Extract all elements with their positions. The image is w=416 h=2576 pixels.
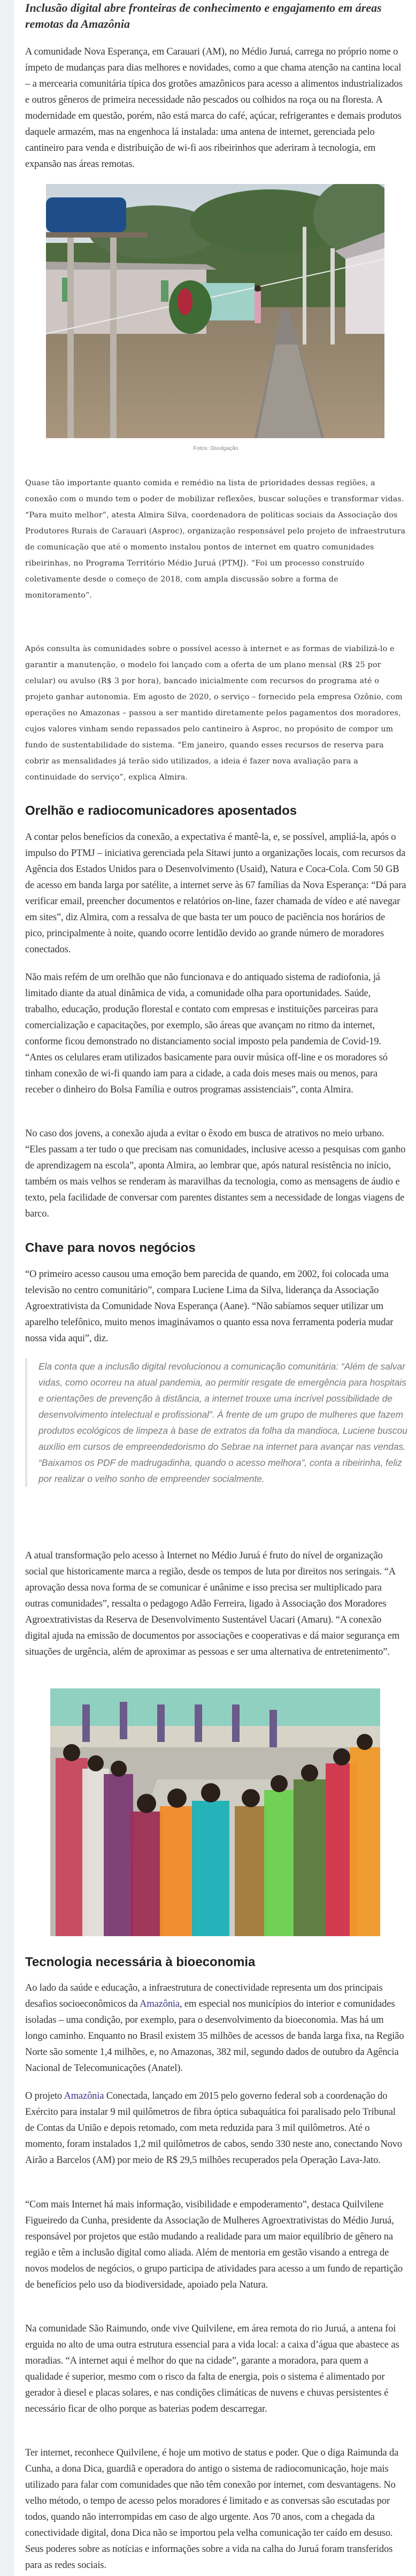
- paragraph-youth: No caso dos jovens, a conexão ajuda a evitar o êxodo em busca de atrativos no meio urbano. “Eles passam a ter tudo o que precisam nas comunidades, inclusive acesso a pesquisas com ganho de aprendizagem na escola”, aponta Almira, ao lembrar que, após natural resistência no início, também os mais velhos se renderam às maravilhas da tecnologia, como as mensagens de áudio e texto, pela facilidade de conversar com parentes distantes sem a necessidade de longas viagens de barco.: [25, 1128, 406, 1219]
- photo-riverside-community-image: [46, 184, 384, 438]
- pull-quote: Ela conta que a inclusão digital revolucionou a comunicação comunitária: “Além de salvar vidas, como ocorreu na atual pandemia, ao permitir resgate de emergência para hospitais e orientações de prevenção à distância, a internet trouxe uma incrível possibilidade de desenvolvimento intelectual e profissional”. À frente de um grupo de mulheres que fazem produtos ecológicos de limpeza à base de extratos da folha da mandioca, Luciene buscou auxílio em cursos de empreendedorismo do Sebrae na internet para avançar nas vendas. “Baixamos os PDF de madrugadinha, quando o acesso melhora”, conta a ribeirinha, feliz por realizar o velho sonho de empreender socialmente.: [25, 1358, 407, 1487]
- paragraph-text: Ao lado da saúde e educação, a infraestrutura de conectividade representa um dos principais desafios socioeconômicos da: [25, 1983, 383, 2009]
- paragraph-expectations: A contar pelos benefícios da conexão, a expectativa é mantê-la, e, se possível, ampliá-la, após o impulso do PTMJ – iniciativa gerenciada pela Sitawi junto a organizações locais, com recursos da Agência dos Estados Unidos para o Desenvolvimento (Usaid), Natura e Coca-Cola. Com 50 GB de acesso em banda larga por satélite, a internet serve às 67 famílias da Nova Esperança: “Dá para verificar email, preencher documentos e relatórios on-line, fazer chamada de vídeo e até navegar em sites”, diz Almira, com a ressalva de que basta ter um pouco de paciência nos horários de pico, principalmente à noite, quando ocorre lentidão devido ao grande número de moradores conectados.: [25, 832, 406, 955]
- paragraph-empowerment: “Com mais Internet há mais informação, visibilidade e empoderamento”, destaca Quilvilene Figueiredo da Cunha, presidente da Associação de Mulheres Agroextrativistas do Médio Juruá, responsável por projetos que estão mudando a realidade para um maior equilíbrio de gênero na região e têm a inclusão digital como aliada. Além de mentoria em gestão visando a entrega de novos modelos de negócios, o grupo participa de atividades para acesso a um fundo de repartição de benefícios pelo uso da biodiversidade, apoiado pela Natura.: [25, 2199, 403, 2290]
- article-title: Inclusão digital abre fronteiras de conhecimento e engajamento em áreas remotas da Amazônia: [25, 1, 382, 30]
- paragraph-first-access: “O primeiro acesso causou uma emoção bem parecida de quando, em 2002, foi colocada uma televisão no centro comunitário”, compara Luciene Lima da Silva, liderança da Associação Agroextrativista da Comunidade Nova Esperança (Aane). “Não sabíamos sequer utilizar um aparelho telefônico, muito menos imaginávamos o quanto essa nova ferramenta poderia mudar nossa vida aqui”, diz.: [25, 1269, 394, 1344]
- paragraph-opportunities: Não mais refém de um orelhão que não funcionava e do antiquado sistema de radiofonia, já limitado diante da atual dinâmica de vida, a comunidade olha para oportunidades. Saúde, trabalho, educação, produção florestal e contato com empresas e instituições parceiras para comercialização e capacitações, por exemplo, são áreas que avançam no ritmo da internet, conforme ficou demonstrado no distanciamento social imposto pela pandemia de Covid-19. “Antes os celulares eram utilizados basicamente para ouvir música off-line e os moradores só tinham conexão de wi-fi quando iam para a cidade, a cada dois meses mais ou menos, para receber o dinheiro do Bolsa Família e outros programas assistenciais”, conta Almira.: [25, 972, 388, 1095]
- photo-women-group: [50, 1688, 380, 1936]
- page-left-margin: [0, 0, 14, 2576]
- paragraph-connectivity-challenge: [25, 1980, 406, 2076]
- paragraph-connection-importance: Quase tão importante quanto comida e remédio na lista de prioridades dessas regiões, a conexão com o mundo tem o poder de mobilizar reflexões, buscar soluções e transformar vidas. “Para muito melhor”, atesta Almira Silva, coordenadora de políticas sociais da Associação dos Produtores Rurais de Carauari (Asproc), organização responsável pelo projeto de infraestrutura de comunicação que até o momento instalou pontos de internet em quatro comunidades ribeirinhas, no Programa Território Médio Juruá (PTMJ). “Foi um processo construído coletivamente desde o começo de 2018, com ampla discussão sobre a forma de monitoramento”.: [25, 479, 406, 600]
- photo-caption: Fotos: Divulgação: [193, 445, 238, 452]
- paragraph-intro: A comunidade Nova Esperança, em Carauari (AM), no Médio Juruá, carrega no próprio nome o ímpeto de mudanças para dias melhores e novidades, como a que chama atenção na cantina local – a mercearia comunitária típica dos grotões amazônicos para acesso a alimentos industrializados e outros gêneros de primeira necessidade não pescados ou colhidos na roça ou na floresta. A modernidade em questão, porém, não está marca do café, açúcar, refrigerantes e demais produtos daquele armazém, mas na engenhoca lá instalada: uma antena de internet, gerenciada pelo cantineiro para venda e distribuição de wi-fi aos ribeirinhos que aderiram à tecnologia, em expansão nas áreas remotas.: [25, 47, 403, 170]
- section-heading-business: Chave para novos negócios: [25, 1241, 196, 1255]
- paragraph-text: O projeto: [25, 2091, 64, 2101]
- paragraph-text: , em especial nos municípios do interior e comunidades isoladas – uma condição, por exemplo, para o desenvolvimento da bioeconomia. Mas há um longo caminho. Enquanto no Brasil existem 35 milhões de acessos de banda larga fixa, na Região Norte são somente 1,4 milhões, e, no Amazonas, 382 mil, segundo dados de outubro da Agência Nacional de Telecomunicações (Anatel).: [25, 1999, 404, 2074]
- link-amazonia[interactable]: Amazônia: [64, 2091, 104, 2101]
- paragraph-sao-raimundo: Na comunidade São Raimundo, onde vive Quilvilene, em área remota do rio Juruá, a antena foi erguida no alto de uma outra estrutura essencial para a vida local: a caixa d’água que abastece as moradias. “A internet aqui é melhor do que na cidade”, garante a moradora, para quem a qualidade é superior, mesmo com o risco da falta de energia, pois o sistema é alimentado por gerador à diesel e placas solares, e nas condições climáticas de nuvens e chuvas persistentes é necessário ficar de olho porque as baterias podem descarregar.: [25, 2323, 399, 2414]
- paragraph-social-organization: A atual transformação pelo acesso à Internet no Médio Juruá é fruto do nível de organização social que historicamente marca a região, desde os tempos de luta por direitos nos seringais. “A aprovação dessa nova forma de se comunicar é unânime e isso precisa ser multiplicado para outras comunidades”, ressalta o pedagogo Adão Ferreira, ligado à Associação dos Moradores Agroextrativistas da Reserva de Desenvolvimento Sustentável Uacari (Amaru). “A conexão digital ajuda na emissão de documentos por associações e cooperativas e dá maior segurança em situações de urgência, além de aproximar as pessoas e ser uma alternativa de entretenimento”.: [25, 1550, 400, 1657]
- paragraph-amazonia-conectada: [25, 2088, 406, 2168]
- photo-women-group-image: [50, 1688, 380, 1936]
- section-heading-bioeconomy: Tecnologia necessária à bioeconomia: [25, 1955, 256, 1969]
- paragraph-dona-dica: Ter internet, reconhece Quilvilene, é hoje um motivo de status e poder. Que o diga Raimunda da Cunha, a dona Dica, guardiã e operadora do antigo o sistema de radiocomunicação, hoje mais utilizado para falar com comunidades que não têm conexão por internet, com desvantagens. No velho método, o tempo de acesso pelos moradores é limitado e as conversas são escutadas por todos, quando não interrompidas em caso de algo urgente. Aos 70 anos, com a chegada da conectividade digital, dona Dica não se importou pela velha comunicação ter caído em desuso. Seus poderes sobre as notícias e informações sobre a vida na calha do Juruá foram transferidos para as redes sociais.: [25, 2448, 399, 2571]
- photo-riverside-community: [46, 184, 384, 438]
- link-amazonia[interactable]: Amazônia: [140, 1999, 180, 2009]
- section-heading-orelhao: Orelhão e radiocomunicadores aposentados: [25, 804, 297, 818]
- paragraph-text: Conectada, lançado em 2015 pelo governo federal sob a coordenação do Exército para instalar 9 mil quilômetros de fibra óptica subaquática foi paralisado pelo Tribunal de Contas da União e depois retomado, com meta reduzida para 3 mil quilômetros. Até o momento, foram instalados 1,2 mil quilômetros de cabos, sendo 330 neste ano, conectando Novo Airão a Barcelos (AM) por meio de R$ 29,5 milhões recuperados pela Operação Lava-Jato.: [25, 2091, 402, 2166]
- paragraph-service-model: Após consulta às comunidades sobre o possível acesso à internet e as formas de viabilizá-lo e garantir a manutenção, o modelo foi lançado com a oferta de um plano mensal (R$ 25 por celular) ou avulso (R$ 3 por hora), bancado inicialmente com recursos do programa até o projeto ganhar autonomia. Em agosto de 2020, o serviço – fornecido pela empresa Ozônio, com operações no Amazonas – passou a ser mantido diretamente pelos pagamentos dos moradores, cujos valores vinham sendo repassados pelo cantineiro à Asproc, no propósito de compor um fundo de sustentabilidade do sistema. “Em janeiro, quando esses recursos de reserva para cobrir as mensalidades já terão sido utilizados, a ideia é fazer nova avaliação para a continuidade do serviço”, explica Almira.: [25, 645, 403, 782]
